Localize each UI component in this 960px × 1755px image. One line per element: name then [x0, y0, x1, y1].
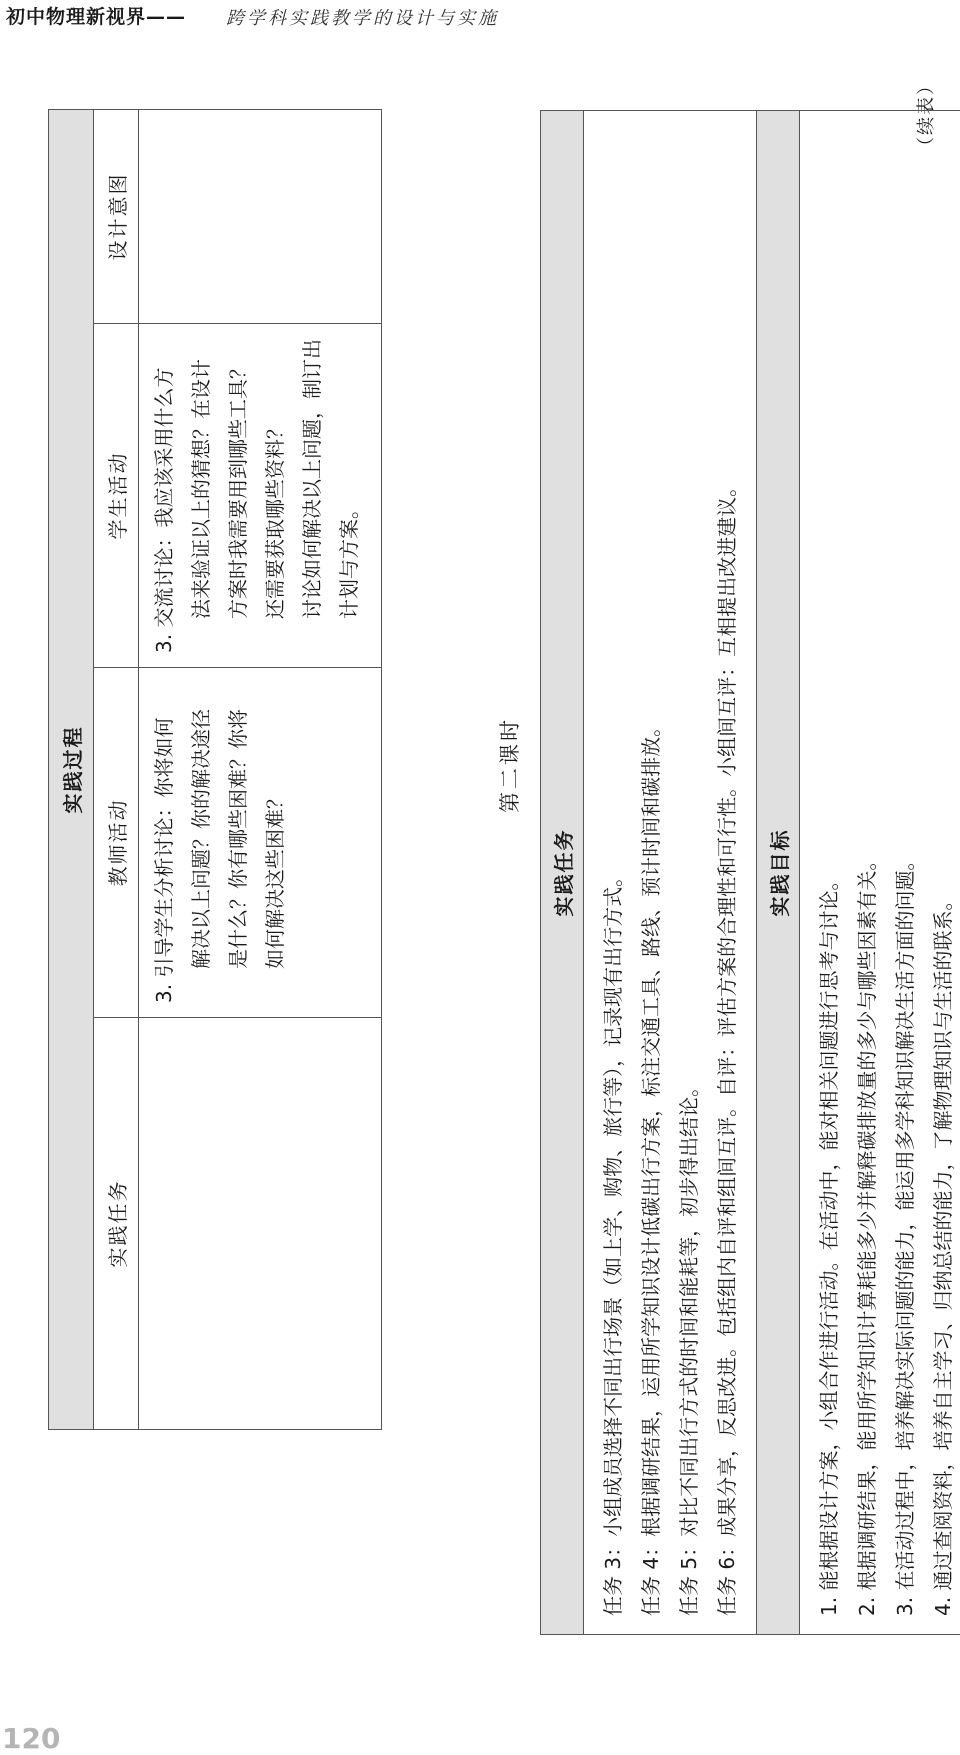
- lesson-two-title: 第二课时: [498, 717, 522, 813]
- teacher-activity-line: 3. 引导学生分析讨论：你将如何: [152, 717, 176, 1003]
- practice-goals-cell: [800, 111, 960, 1635]
- column-header-student: 学生活动: [94, 324, 139, 668]
- student-activity-line: 3. 交流讨论：我应该采用什么方: [152, 367, 176, 653]
- practice-goals-header: 实践目标: [757, 111, 800, 1635]
- student-activity-line: 法来验证以上的猜想？在设计: [189, 359, 213, 619]
- page-number: 120: [2, 1722, 61, 1755]
- practice-task-item: 任务 4：根据调研结果，运用所学知识设计低碳出行方案，标注交通工具、路线、预计时间和碳排放。: [639, 716, 663, 1616]
- continued-label: （续表）: [916, 75, 937, 155]
- teacher-activity-cell: [139, 668, 382, 1018]
- design-intent-cell: [139, 110, 382, 324]
- column-header-task: 实践任务: [94, 1018, 139, 1430]
- practice-process-title: 实践过程: [49, 110, 94, 1430]
- student-activity-line: 计划与方案。: [337, 499, 361, 619]
- column-header-teacher: 教师活动: [94, 668, 139, 1018]
- teacher-activity-line: 是什么？你有哪些困难？你将: [226, 709, 250, 969]
- practice-tasks-header: 实践任务: [541, 111, 584, 1635]
- student-activity-line: 讨论如何解决以上问题，制订出: [300, 339, 324, 619]
- teacher-activity-line: 如何解决这些困难？: [263, 789, 287, 969]
- student-activity-cell: [139, 324, 382, 668]
- practice-tasks-cell: [584, 111, 757, 1635]
- student-activity-line: 还需要获取哪些资料？: [263, 419, 287, 619]
- book-title: 初中物理新视界——: [6, 6, 187, 28]
- chapter-title: 跨学科实践教学的设计与实施: [226, 8, 499, 29]
- practice-task-item: 任务 3：小组成员选择不同出行场景（如上学、购物、旅行等），记录现有出行方式。: [601, 866, 625, 1616]
- practice-goal-item: 2. 根据调研结果，能用所学知识计算耗能多少并解释碳排放量的多少与哪些因素有关。: [855, 850, 879, 1616]
- lesson-two-table: [540, 110, 960, 1635]
- teacher-activity-line: 解决以上问题？你的解决途径: [189, 709, 213, 969]
- column-header-intent: 设计意图: [94, 110, 139, 324]
- practice-goal-item: 1. 能根据设计方案，小组合作进行活动。在活动中，能对相关问题进行思考与讨论。: [817, 870, 841, 1616]
- task-cell: [139, 1018, 382, 1430]
- practice-process-table: [48, 109, 382, 1430]
- student-activity-line: 方案时我需要用到哪些工具？: [226, 359, 250, 619]
- practice-task-item: 任务 6：成果分享，反思改进。包括组内自评和组间互评。自评：评估方案的合理性和可行性。小组间互评：互相提出改进建议。: [715, 476, 739, 1616]
- practice-task-item: 任务 5：对比不同出行方式的时间和能耗等，初步得出结论。: [677, 1076, 701, 1616]
- practice-goal-item: 4. 通过查阅资料，培养自主学习、归纳总结的能力，了解物理知识与生活的联系。: [931, 890, 955, 1616]
- practice-goal-item: 3. 在活动过程中，培养解决实际问题的能力，能运用多学科知识解决生活方面的问题。: [893, 850, 917, 1616]
